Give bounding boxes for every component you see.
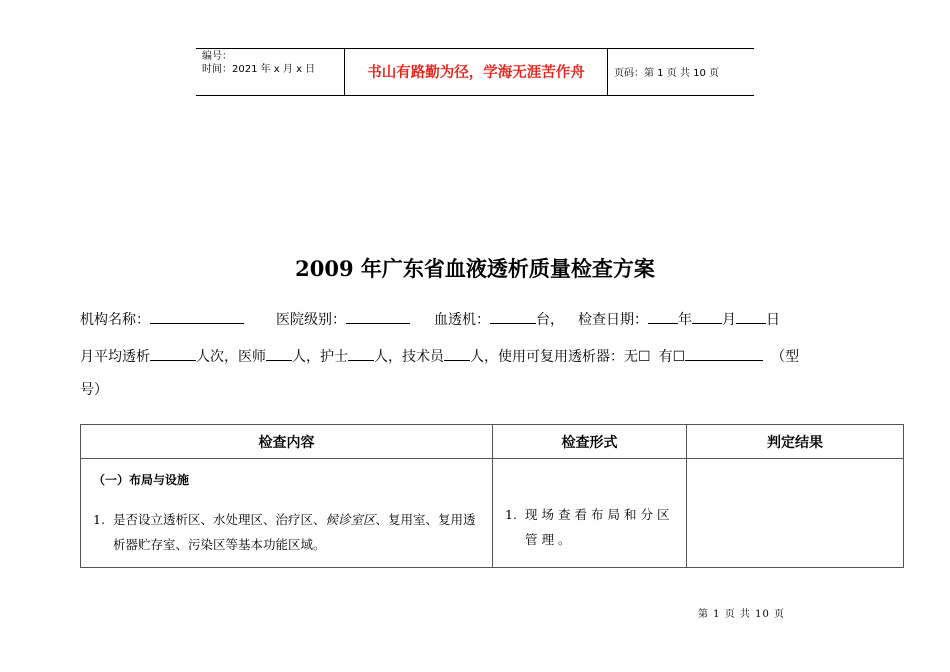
monthly-avg-blank[interactable] (150, 346, 196, 361)
checkbox-none[interactable]: ☐ (638, 349, 651, 365)
time-label: 时间：2021 年 x 月 x 日 (202, 64, 316, 75)
day-blank[interactable] (736, 309, 766, 324)
header-check-content: 检查内容 (81, 425, 493, 459)
unit-tai: 台， (536, 312, 564, 328)
inspection-table (80, 424, 904, 568)
form-line-3: 号） (80, 382, 108, 398)
institution-label: 机构名称： (80, 312, 150, 328)
form-line-2 (80, 346, 799, 366)
hospital-level-blank[interactable] (346, 309, 410, 324)
item-number: 1. (93, 512, 105, 527)
year-blank[interactable] (648, 309, 678, 324)
form-line-1 (80, 309, 780, 329)
day-label: 日 (766, 312, 780, 328)
dialysis-machine-label: 血透机： (434, 312, 490, 328)
header-table (196, 48, 754, 96)
header-motto: 书山有路勤为径，学海无涯苦作舟 (345, 48, 608, 96)
method-text: 现场查看布局和分区管理。 (525, 507, 674, 547)
month-label: 月 (722, 312, 736, 328)
list-item (93, 507, 488, 557)
model-blank[interactable] (685, 346, 763, 361)
institution-blank[interactable] (150, 309, 244, 324)
has-label: 有 (658, 349, 673, 365)
nurse-blank[interactable] (348, 346, 374, 361)
table-header-row (81, 425, 904, 459)
header-check-method: 检查形式 (493, 425, 687, 459)
nurse-label: 人，护士 (292, 349, 348, 365)
page-footer: 第 1 页 共 10 页 (698, 609, 785, 620)
table-row (81, 459, 904, 568)
item-text-italic: 候诊室区 (325, 512, 376, 527)
method-number: 1. (505, 507, 517, 522)
number-label: 编号： (202, 51, 232, 62)
model-paren: （型 (771, 349, 800, 365)
section-label: （一）布局与设施 (93, 473, 190, 487)
doctor-blank[interactable] (266, 346, 292, 361)
content-cell (81, 459, 493, 568)
result-cell[interactable] (687, 459, 904, 568)
tech-blank[interactable] (444, 346, 470, 361)
checkbox-has[interactable]: ☐ (672, 349, 686, 365)
year-label: 年 (678, 312, 692, 328)
hospital-level-label: 医院级别： (276, 312, 346, 328)
reuse-label: 人，使用可复用透析器：无 (470, 349, 638, 365)
method-cell (493, 459, 687, 568)
monthly-avg-label: 月平均透析 (80, 349, 150, 365)
method-item (505, 502, 682, 552)
tech-label: 人，技术员 (374, 349, 444, 365)
month-blank[interactable] (692, 309, 722, 324)
doctor-label: 人次，医师 (196, 349, 266, 365)
item-text-b: 、复用室、复用透析器贮存室、污染区等基本功能区域。 (113, 512, 476, 552)
dialysis-machine-blank[interactable] (490, 309, 536, 324)
header-meta-cell (196, 48, 345, 96)
item-text-a: 是否设立透析区、水处理区、治疗区、 (113, 512, 326, 527)
document-title: 2009 年广东省血液透析质量检查方案 (295, 256, 655, 281)
check-date-label: 检查日期： (578, 312, 648, 328)
header-page-info: 页码：第 1 页 共 10 页 (608, 48, 755, 96)
header-result: 判定结果 (687, 425, 904, 459)
